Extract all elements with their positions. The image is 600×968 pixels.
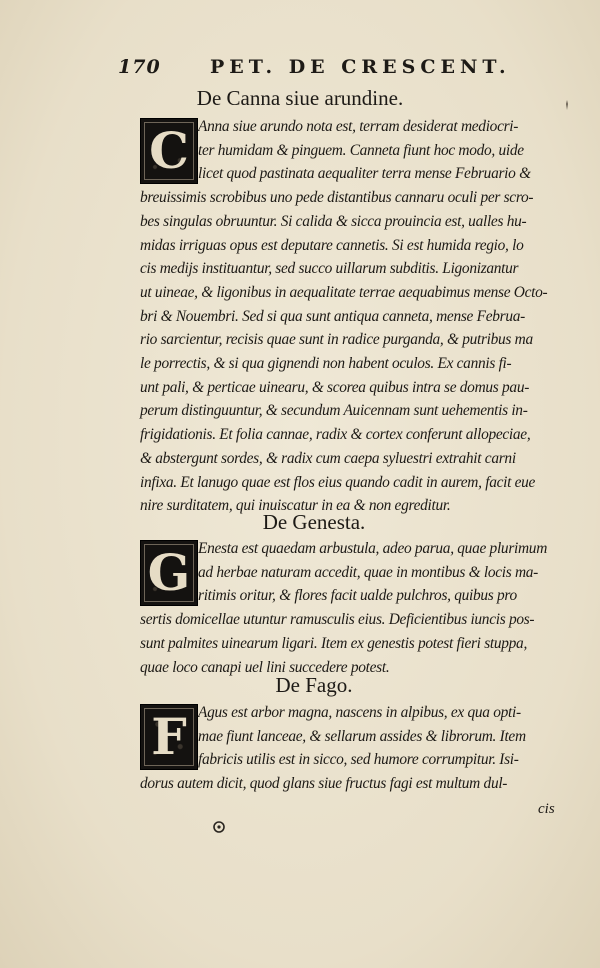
text-line: ad herbae naturam accedit, quae in montibus & locis ma- — [198, 563, 539, 581]
text-line: breuissimis scrobibus uno pede distantibus cannaru oculi per scro- — [140, 189, 534, 207]
text-line: cis medijs instituantur, sed succo uillarum subditis. Ligonizantur — [140, 260, 519, 278]
decorated-initial-g: G — [140, 540, 198, 606]
text-line: infixa. Et lanugo quae est flos eius quando cadit in aurem, facit eue — [140, 473, 536, 491]
text-line: bri & Nouembri. Sed si qua sunt antiqua canneta, mense Februa- — [140, 307, 525, 325]
text-line: ter humidam & pinguem. Canneta fiunt hoc modo, uide — [198, 141, 524, 159]
printer-mark-icon — [212, 820, 226, 834]
section-body-genesta — [140, 537, 580, 679]
text-line: unt pali, & perticae uinearu, & scorea quibus intra se domus pau- — [140, 378, 530, 396]
ink-speck-icon — [564, 100, 570, 110]
text-line: midas irriguas opus est deputare cannetis. Si est humida regio, lo — [140, 236, 524, 254]
text-line: Agus est arbor magna, nascens in alpibus, ex qua opti- — [198, 704, 521, 721]
text-line: sunt palmites uinearum ligari. Item ex genestis potest fieri stuppa, — [140, 634, 527, 652]
text-line: fabricis utilis est in sicco, sed humore corrumpitur. Isi- — [198, 751, 519, 769]
text-line: perum distinguuntur, & secundum Auicennam sunt uehementis in- — [140, 402, 528, 420]
text-line: licet quod pastinata aequaliter terra mense Februario & — [198, 165, 531, 183]
text-line: frigidationis. Et folia cannae, radix & cortex conferunt allopeciae, — [140, 426, 531, 444]
text-line: le porrectis, & si qua gignendi non habent oculos. Ex cannis fi- — [140, 355, 512, 373]
section-title-canna: De Canna siue arundine. — [196, 86, 404, 110]
running-head: PET. DE CRESCENT. — [210, 56, 511, 78]
text-line: bes singulas obruuntur. Si calida & sicca prouincia est, ualles hu- — [140, 212, 527, 230]
section-body-canna — [140, 115, 580, 518]
section-title-genesta: De Genesta. — [262, 510, 366, 534]
text-line: ut uineae, & ligonibus in aequalitate terrae aequabimus mense Octo- — [140, 283, 548, 301]
text-line: nire surditatem, qui inuiscatur in ea & non egreditur. — [140, 497, 451, 515]
text-line: sertis domicellae utuntur ramusculis eius. Deficientibus iuncis pos- — [140, 611, 535, 629]
decorated-initial-c: C — [140, 118, 198, 184]
text-line: ritimis oritur, & flores facit ualde pulchros, quibus pro — [198, 587, 517, 605]
text-line: rio sarcientur, recisis quae sunt in radice purganda, & putribus ma — [140, 331, 533, 349]
text-line: Anna siue arundo nota est, terram desiderat mediocri- — [198, 118, 519, 135]
decorated-initial-f: F — [140, 704, 198, 770]
text-line: Enesta est quaedam arbustula, adeo parua, quae plurimum — [198, 540, 548, 557]
page-header — [118, 56, 518, 84]
section-title-fago: De Fago. — [275, 673, 353, 697]
catchword: cis — [538, 801, 555, 817]
text-line: quae loco canapi uel lini succedere potest. — [140, 658, 390, 676]
section-body-fago — [140, 701, 580, 796]
text-line: & abstergunt sordes, & radix cum caepa syluestri extrahit carni — [140, 449, 516, 467]
text-line: dorus autem dicit, quod glans siue fructus fagi est multum dul- — [140, 775, 508, 793]
folio-number: 170 — [118, 56, 161, 78]
text-line: mae fiunt lanceae, & sellarum assides & librorum. Item — [198, 727, 526, 745]
